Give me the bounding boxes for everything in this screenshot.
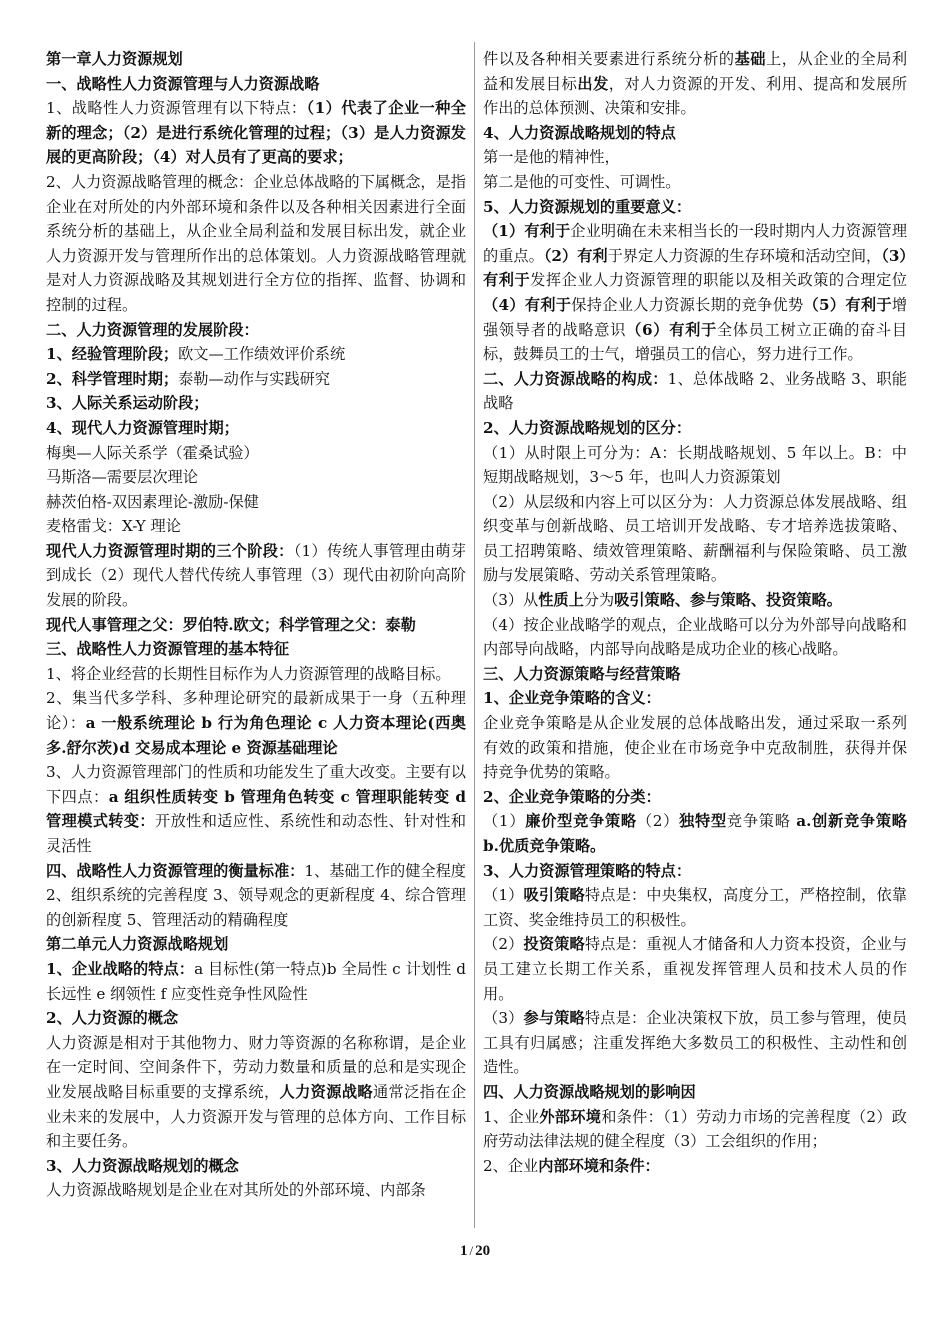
bold-text-run: 三、战略性人力资源管理的基本特征 xyxy=(46,640,289,659)
text-run: 2、集当代多学科、多种理论研究的最新成果于一身（五种理论）： xyxy=(46,689,466,733)
bold-text-run: 4、人力资源战略规划的特点 xyxy=(483,123,676,142)
paragraph xyxy=(46,662,466,687)
paragraph xyxy=(46,957,466,1006)
bold-text-run: 廉价型竞争策略 xyxy=(525,812,637,831)
bold-text-run: 出发 xyxy=(577,74,609,93)
bold-text-run: 参与策略 xyxy=(523,1009,585,1028)
total-pages: 20 xyxy=(475,1243,491,1259)
paragraph xyxy=(483,588,907,613)
right-column xyxy=(483,47,907,1178)
paragraph xyxy=(483,195,907,220)
paragraph xyxy=(46,613,466,638)
text-run: 全体员工树立正确的奋斗目标，鼓舞员工的士气，增强员工的信心，努力进行工作。 xyxy=(483,320,908,364)
paragraph xyxy=(483,686,907,711)
text-run: 于界定人力资源的生存环境和活动空间， xyxy=(607,246,882,265)
bold-text-run: a 组织性质转变 b 管理角色转变 c 管理职能转变 d 管理模式转变： xyxy=(46,787,467,831)
text-run: （2） xyxy=(483,935,524,954)
text-run: （2） xyxy=(636,812,680,831)
text-run: （2）从层级和内容上可以区分为：人力资源总体发展战略、组织变革与创新战略、员工培训开发战略、专才培养选拔策略、员工招聘策略、绩效管理策略、薪酬福利与保险策略、员工激励与发展策略、劳动关系管理策略。 xyxy=(483,492,907,585)
paragraph xyxy=(46,1031,466,1154)
paragraph xyxy=(46,416,466,441)
paragraph xyxy=(483,219,907,367)
paragraph xyxy=(483,785,907,810)
text-run: 人力资源战略规划是企业在对其所处的外部环境、内部条 xyxy=(46,1181,426,1200)
text-run: 1、战略性人力资源管理有以下特点： xyxy=(46,99,307,118)
text-run: ，对人力资源的开发、利用、提高和发展所作出的总体预测、决策和安排。 xyxy=(483,74,908,118)
bold-text-run: 现代人事管理之父：罗伯特.欧文；科学管理之父：泰勒 xyxy=(46,615,416,634)
paragraph xyxy=(483,711,907,785)
text-run: 和条件：（1）劳动力市场的完善程度（2）政府劳动法律法规的健全程度（3）工会组织的作用； xyxy=(483,1107,907,1151)
paragraph xyxy=(46,47,466,72)
bold-text-run: （5）有利于 xyxy=(803,295,892,314)
bold-text-run: 1、企业竞争策略的含义： xyxy=(483,689,661,708)
bold-text-run: a.创新竞争策略 b.优质竞争策略。 xyxy=(483,812,907,855)
text-run: 马斯洛—需要层次理论 xyxy=(46,468,198,487)
paragraph xyxy=(483,490,907,588)
paragraph xyxy=(483,613,907,662)
text-run: 赫茨伯格-双因素理论-激励-保健 xyxy=(46,492,259,511)
text-run: 保持企业人力资源长期的竞争优势 xyxy=(571,295,804,314)
bold-text-run: 内部环境和条件： xyxy=(538,1156,660,1175)
bold-text-run: 人力资源战略 xyxy=(279,1082,373,1101)
paragraph xyxy=(46,932,466,957)
text-run: 特点是：重视人才储备和人力资本投资，企业与员工建立长期工作关系，重视发挥管理人员和技术人员的作用。 xyxy=(483,935,908,1003)
bold-text-run: 独特型 xyxy=(679,812,727,831)
current-page: 1 xyxy=(459,1243,468,1259)
paragraph xyxy=(46,490,466,515)
paragraph xyxy=(46,72,466,97)
bold-text-run: 3、人力资源管理策略的特点： xyxy=(483,861,692,880)
text-run: 2、人力资源战略管理的概念：企业总体战略的下属概念，是指企业在对所处的内外部环境和条件以及各种相关因素进行全面系统分析的基础上，从企业全局利益和发展目标出发，就企业人力资源开发与管理所作出的总体策划。人力资源战略管理就是对人力资源战略及其规划进行全方位的指挥、监督、协调和控制的过程。 xyxy=(46,172,466,314)
paragraph xyxy=(46,514,466,539)
bold-text-run: （1）有利于 xyxy=(483,222,571,241)
bold-text-run: 1、企业战略的特点： xyxy=(46,959,195,978)
paragraph xyxy=(483,416,907,441)
paragraph xyxy=(46,1006,466,1031)
paragraph xyxy=(46,441,466,466)
paragraph xyxy=(483,121,907,146)
paragraph xyxy=(483,145,907,170)
paragraph xyxy=(483,441,907,490)
page-number xyxy=(0,1243,950,1260)
paragraph xyxy=(483,1080,907,1105)
paragraph xyxy=(46,686,466,760)
text-run: 欧文—工作绩效评价系统 xyxy=(178,345,346,364)
bold-text-run: 3、人力资源战略规划的概念 xyxy=(46,1156,239,1175)
text-run: 1、企业 xyxy=(483,1107,540,1126)
text-run: （1）传统人事管理由萌芽到成长（2）现代人替代传统人事管理（3）现代由初阶向高阶发展的阶段。 xyxy=(46,541,466,610)
bold-text-run: 1、经验管理阶段； xyxy=(46,345,179,364)
paragraph xyxy=(483,809,907,858)
bold-text-run: 一、战略性人力资源管理与人力资源战略 xyxy=(46,74,320,93)
text-run: 件以及各种相关要素进行系统分析的 xyxy=(483,50,735,68)
bold-text-run: 二、人力资源战略的构成： xyxy=(483,369,668,388)
bold-text-run: （6）有利于 xyxy=(626,320,717,339)
left-column xyxy=(46,47,466,1203)
paragraph xyxy=(46,859,466,933)
bold-text-run: 4、现代人力资源管理时期； xyxy=(46,418,239,437)
text-run: 梅奥—人际关系学（霍桑试验） xyxy=(46,443,259,462)
bold-text-run: a 一般系统理论 b 行为角色理论 c 人力资本理论(西奥多.舒尔茨)d 交易成本理论 e 资源基础理论 xyxy=(46,714,466,757)
bold-text-run: 2、人力资源的概念 xyxy=(46,1009,179,1028)
paragraph xyxy=(483,170,907,195)
paragraph xyxy=(483,859,907,884)
bold-text-run: （3）有利于 xyxy=(483,246,908,290)
text-run: 泰勒—动作与实践研究 xyxy=(178,369,330,388)
bold-text-run: 现代人力资源管理时期的三个阶段： xyxy=(46,541,294,560)
text-run: 第一是他的精神性， xyxy=(483,148,620,167)
text-run: 上，从企业的全局利益和发展目标 xyxy=(483,50,908,93)
column-divider xyxy=(474,42,475,1228)
text-run: 开放性和适应性、系统性和动态性、针对性和灵活性 xyxy=(46,812,467,855)
bold-text-run: 外部环境 xyxy=(539,1107,602,1126)
text-run: 企业明确在未来相当长的一段时期内人力资源管理的重点。 xyxy=(483,222,908,265)
text-run: 发挥企业人力资源管理的职能以及相关政策的合理定位 xyxy=(530,271,908,290)
bold-text-run: 四、人力资源战略规划的影响因 xyxy=(483,1082,696,1101)
text-run: 人力资源是相对于其他物力、财力等资源的名称称谓，是企业在一定时间、空间条件下，劳动力数量和质量的总和是实现企业发展战略目标重要的支撑系统， xyxy=(46,1033,466,1101)
bold-text-run: 2、人力资源战略规划的区分： xyxy=(483,418,692,437)
paragraph xyxy=(46,465,466,490)
bold-text-run: （4）有利于 xyxy=(483,295,572,314)
text-run: 竞争策略 xyxy=(726,812,797,831)
paragraph xyxy=(46,1178,466,1203)
paragraph xyxy=(483,1154,907,1179)
text-run: （1） xyxy=(483,886,524,905)
bold-text-run: 第二单元人力资源战略规划 xyxy=(46,935,229,954)
paragraph xyxy=(46,1154,466,1179)
text-run: （4）按企业战略学的观点，企业战略可以分为外部导向战略和内部导向战略，内部导向战略是成功企业的核心战略。 xyxy=(483,615,907,659)
paragraph xyxy=(483,47,907,121)
bold-text-run: 吸引策略 xyxy=(523,886,585,905)
text-run: 3、人力资源管理部门的性质和功能发生了重大改变。主要有以下四点： xyxy=(46,763,466,806)
text-run: 特点是：中央集权，高度分工，严格控制，依靠工资、奖金维持员工的积极性。 xyxy=(483,886,908,929)
bold-text-run: （2）有利 xyxy=(543,246,608,265)
text-run: （1）从时限上可分为：A：长期战略规划、5 年以上。B：中短期战略规划，3～5 年，也叫人力资源策划 xyxy=(483,443,907,487)
text-run: 1、总体战略 2、业务战略 3、职能战略 xyxy=(483,369,907,413)
bold-text-run: 吸引策略、参与策略、投资策略。 xyxy=(614,591,842,610)
paragraph xyxy=(46,342,466,367)
paragraph xyxy=(46,170,466,318)
paragraph xyxy=(46,96,466,170)
bold-text-run: 性质上 xyxy=(538,591,584,610)
text-run: （3） xyxy=(483,1009,524,1028)
paragraph xyxy=(46,760,466,858)
text-run: 企业竞争策略是从企业发展的总体战略出发，通过采取一系列有效的政策和措施，使企业在市场竞争中克敌制胜，获得并保持竞争优势的策略。 xyxy=(483,714,907,782)
bold-text-run: 二、人力资源管理的发展阶段： xyxy=(46,320,259,339)
bold-text-run: 基础 xyxy=(734,50,767,68)
paragraph xyxy=(483,1006,907,1080)
paragraph xyxy=(483,883,907,932)
paragraph xyxy=(483,367,907,416)
text-run: 特点是：企业决策权下放，员工参与管理，使员工具有归属感；注重发挥绝大多数员工的积极性、主动性和创造性。 xyxy=(483,1009,908,1077)
page-separator: / xyxy=(469,1243,474,1258)
text-run: 第二是他的可变性、可调性。 xyxy=(483,172,681,191)
paragraph xyxy=(46,637,466,662)
paragraph xyxy=(483,662,907,687)
paragraph xyxy=(483,1105,907,1154)
paragraph xyxy=(46,367,466,392)
bold-text-run: 2、科学管理时期； xyxy=(46,369,179,388)
bold-text-run: 5、人力资源规划的重要意义： xyxy=(483,197,692,216)
text-run: 增强领导者的战略意识 xyxy=(483,295,907,339)
text-run: a 目标性(第一特点)b 全局性 c 计划性 d 长远性 e 纲领性 f 应变性竞争性风险性 xyxy=(46,959,466,1003)
text-run: 麦格雷戈：X-Y 理论 xyxy=(46,517,181,536)
paragraph xyxy=(46,318,466,343)
bold-text-run: （1）代表了企业一种全新的理念；（2）是进行系统化管理的过程；（3）是人力资源发展的更高阶段；（4）对人员有了更高的要求； xyxy=(46,99,466,167)
text-run: 1、基础工作的健全程度 2、组织系统的完善程度 3、领导观念的更新程度 4、综合管理的创新程度 5、管理活动的精确程度 xyxy=(46,861,466,929)
bold-text-run: 三、人力资源策略与经营策略 xyxy=(483,664,681,683)
text-run: 1、将企业经营的长期性目标作为人力资源管理的战略目标。 xyxy=(46,664,451,683)
text-run: （1） xyxy=(483,812,526,831)
bold-text-run: 投资策略 xyxy=(523,935,585,954)
text-run: 通常泛指在企业未来的发展中，人力资源开发与管理的总体方向、工作目标和主要任务。 xyxy=(46,1082,467,1151)
paragraph xyxy=(483,932,907,1006)
paragraph xyxy=(46,539,466,613)
bold-text-run: 3、人际关系运动阶段； xyxy=(46,394,209,413)
bold-text-run: 第一章人力资源规划 xyxy=(46,50,183,68)
text-run: 分为 xyxy=(583,591,615,610)
text-run: 2、企业 xyxy=(483,1156,539,1175)
bold-text-run: 2、企业竞争策略的分类： xyxy=(483,787,661,806)
text-run: （3）从 xyxy=(483,591,539,610)
paragraph xyxy=(46,391,466,416)
bold-text-run: 四、战略性人力资源管理的衡量标准： xyxy=(46,861,305,880)
